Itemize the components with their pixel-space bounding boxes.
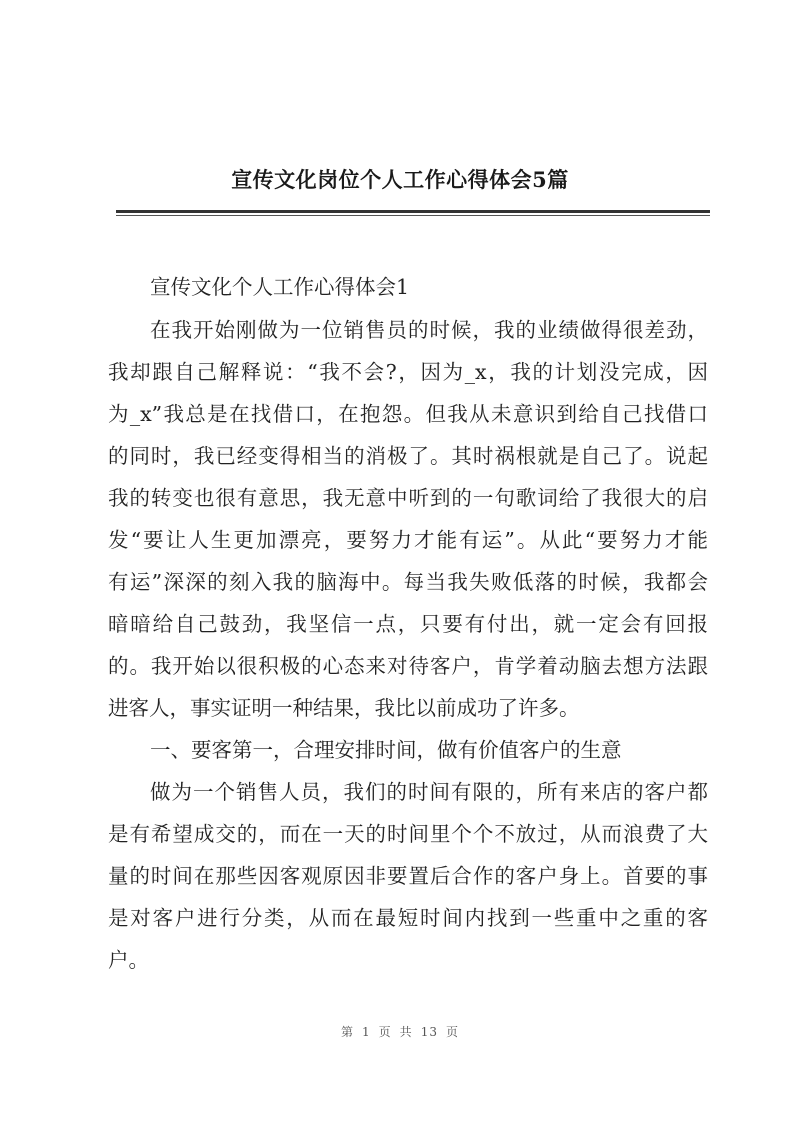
paragraph-line: 在我开始刚做为一位销售员的时候，我的业绩做得很差劲， <box>150 318 708 342</box>
section-heading-1: 宣传文化个人工作心得体会1 <box>150 275 410 299</box>
paragraph-line: 量的时间在那些因客观原因非要置后合作的客户身上。首要的事 <box>108 864 708 888</box>
paragraph-line: 有运”深深的刻入我的脑海中。每当我失败低落的时候，我都会 <box>108 570 708 594</box>
document-title: 宣传文化岗位个人工作心得体会5篇 <box>231 167 569 192</box>
paragraph-line: 进客人，事实证明一种结果，我比以前成功了许多。 <box>108 696 580 720</box>
paragraph-line: 的。我开始以很积极的心态来对待客户，肯学着动脑去想方法跟 <box>108 654 708 678</box>
title-divider-thin <box>116 215 710 216</box>
paragraph-line: 我却跟自己解释说：“我不会?，因为_x，我的计划没完成，因 <box>108 360 708 384</box>
title-divider-thick <box>116 210 710 213</box>
paragraph-line: 户。 <box>108 948 149 972</box>
footer-total-unit: 页 <box>445 1025 459 1039</box>
footer-total-label: 共 <box>399 1025 413 1039</box>
paragraph-line: 是对客户进行分类，从而在最短时间内找到一些重中之重的客 <box>108 906 708 930</box>
page-footer <box>0 1023 800 1040</box>
paragraph-line: 是有希望成交的，而在一天的时间里个个不放过，从而浪费了大 <box>108 822 708 846</box>
paragraph-line: 为_x”我总是在找借口，在抱怨。但我从未意识到给自己找借口 <box>108 402 708 426</box>
footer-total-pages: 13 <box>420 1025 438 1039</box>
paragraph-line: 我的转变也很有意思，我无意中听到的一句歌词给了我很大的启 <box>108 486 708 510</box>
paragraph-line: 的同时，我已经变得相当的消极了。其时祸根就是自己了。说起 <box>108 444 708 468</box>
footer-page-unit: 页 <box>378 1025 392 1039</box>
footer-page-label: 第 <box>341 1025 355 1039</box>
footer-current-page: 1 <box>362 1025 371 1039</box>
section-heading-2: 一、要客第一，合理安排时间，做有价值客户的生意 <box>150 738 622 762</box>
paragraph-line: 做为一个销售人员，我们的时间有限的，所有来店的客户都 <box>150 780 708 804</box>
paragraph-line: 暗暗给自己鼓劲，我坚信一点，只要有付出，就一定会有回报 <box>108 612 708 636</box>
paragraph-line: 发“要让人生更加漂亮，要努力才能有运”。从此“要努力才能 <box>108 528 708 552</box>
